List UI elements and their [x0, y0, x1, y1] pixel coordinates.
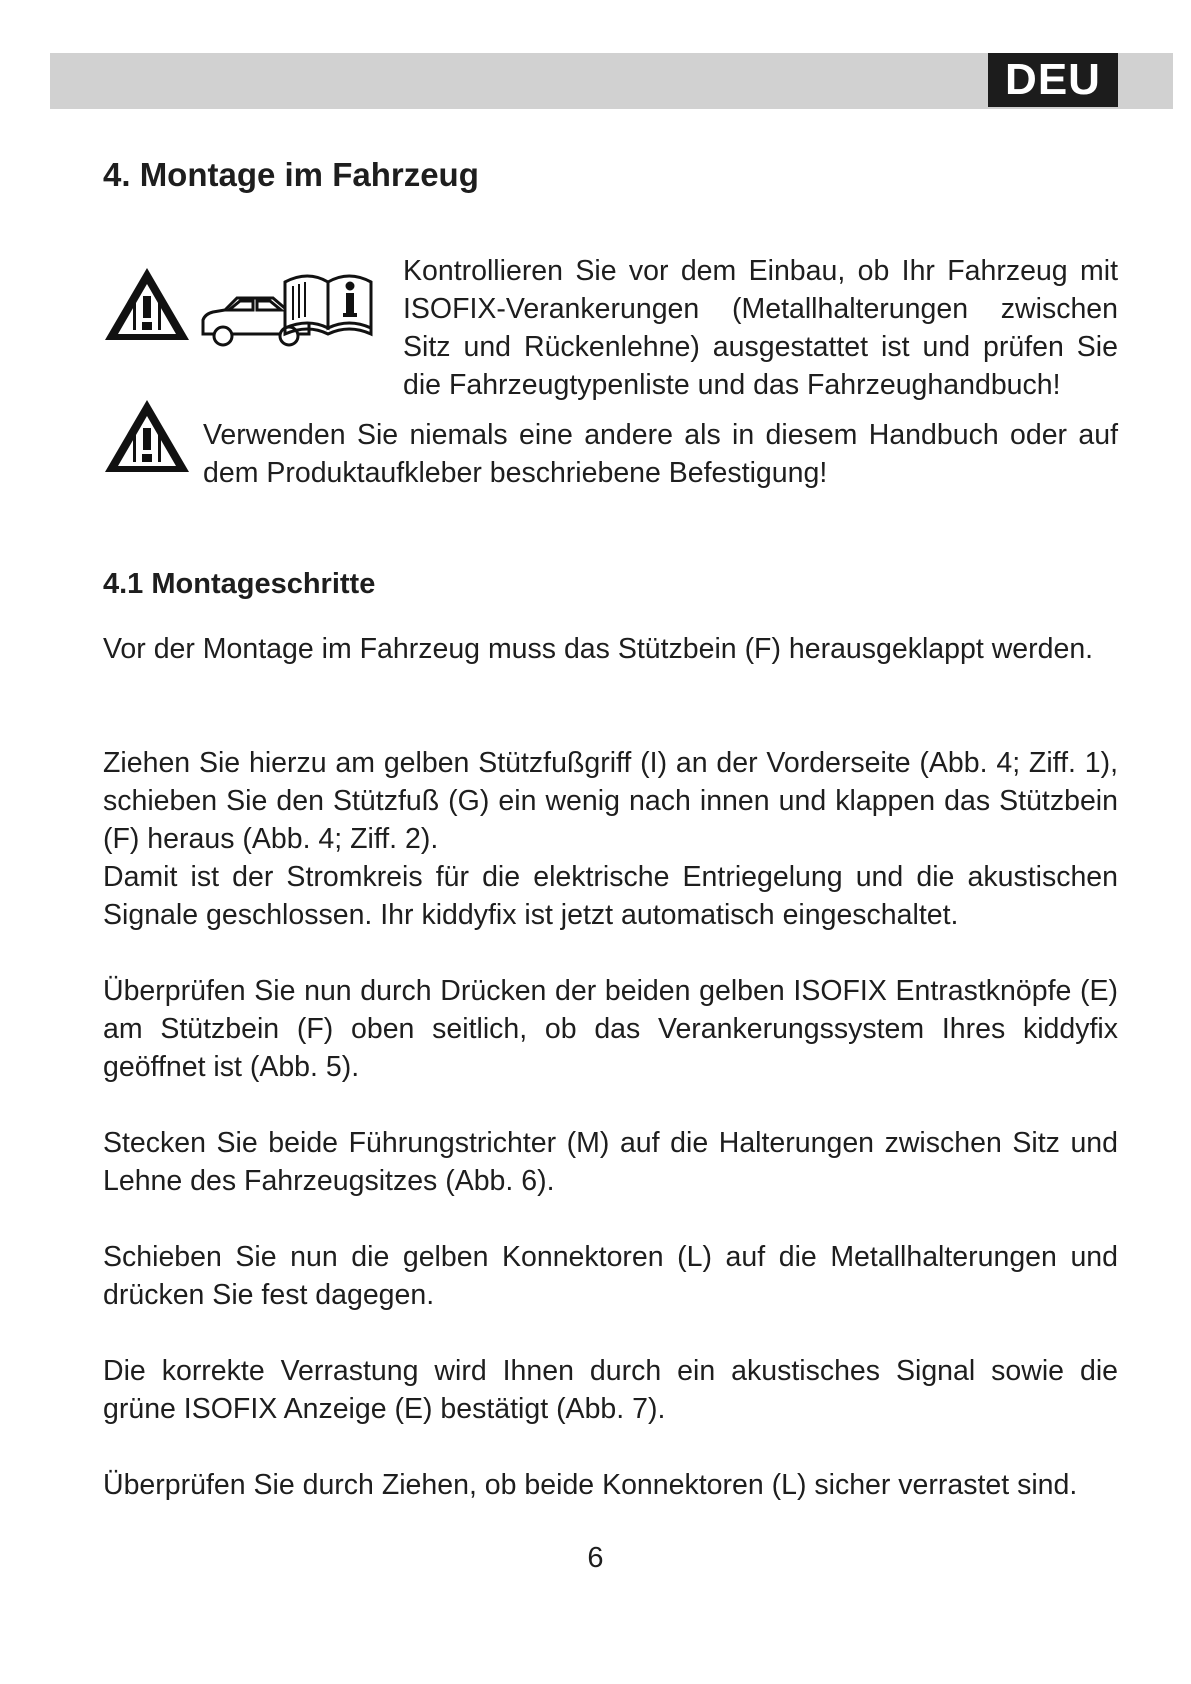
paragraph: Vor der Montage im Fahrzeug muss das Stützbein (F) herausgeklappt werden. — [103, 633, 1094, 665]
warning-icon-group — [103, 262, 403, 372]
section-title: 4. Montage im Fahrzeug — [103, 156, 479, 193]
subsection-title: 4.1 Montageschritte — [103, 568, 376, 600]
manual-book-info-icon — [285, 276, 371, 334]
warning-block-vehicle-check — [103, 252, 1118, 402]
paragraph: Stecken Sie beide Führungstrichter (M) auf die Halterungen zwischen Sitz und Lehne des Fahrzeugsitzes (Abb. 6). — [103, 1127, 1118, 1197]
warning-text-vehicle-check: Kontrollieren Sie vor dem Einbau, ob Ihr Fahrzeug mit ISOFIX-Verankerungen (Metallhalterungen zwischen Sitz und Rückenlehne) ausgestattet ist und prüfen Sie die Fahrzeugtypenliste und das Fahrzeughandbuch! — [403, 255, 1118, 401]
warning-triangle-icon — [103, 394, 193, 484]
paragraph: Überprüfen Sie durch Ziehen, ob beide Konnektoren (L) sicher verrastet sind. — [103, 1469, 1078, 1501]
warning-text-fixation: Verwenden Sie niemals eine andere als in diesem Handbuch oder auf dem Produktaufkleber beschriebene Befestigung! — [203, 419, 1118, 489]
page-number: 6 — [587, 1542, 604, 1574]
paragraph: Schieben Sie nun die gelben Konnektoren (L) auf die Metallhalterungen und drücken Sie fest dagegen. — [103, 1241, 1118, 1311]
paragraph: Ziehen Sie hierzu am gelben Stützfußgriff (I) an der Vorderseite (Abb. 4; Ziff. 1), schieben Sie den Stützfuß (G) ein wenig nach innen und klappen das Stützbein (F) heraus (Abb. 4; Ziff. 2). — [103, 747, 1118, 855]
language-badge: DEU — [988, 53, 1118, 107]
warning-triangle-icon — [105, 268, 189, 340]
paragraph: Damit ist der Stromkreis für die elektrische Entriegelung und die akustischen Signale geschlossen. Ihr kiddyfix ist jetzt automatisch eingeschaltet. — [103, 861, 1118, 931]
warning-block-fixation — [103, 414, 1118, 504]
warning-icons — [103, 394, 193, 489]
warning-icons — [103, 262, 403, 377]
paragraph: Die korrekte Verrastung wird Ihnen durch ein akustisches Signal sowie die grüne ISOFIX Anzeige (E) bestätigt (Abb. 7). — [103, 1355, 1118, 1425]
paragraph: Überprüfen Sie nun durch Drücken der beiden gelben ISOFIX Entrastknöpfe (E) am Stützbein (F) oben seitlich, ob das Verankerungssystem Ihres kiddyfix geöffnet ist (Abb. 5). — [103, 975, 1118, 1083]
